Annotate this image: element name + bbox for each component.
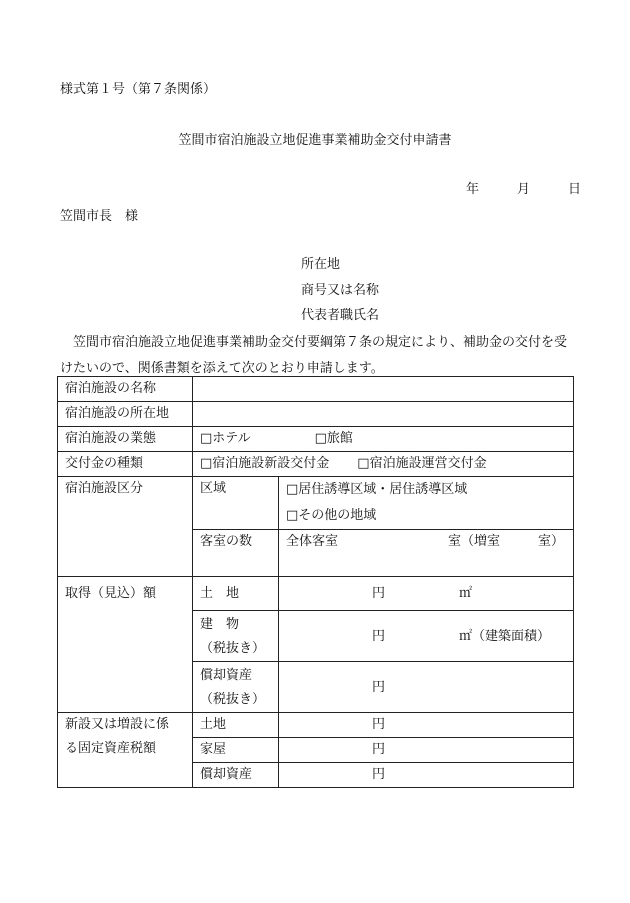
applicant-location-label: 所在地	[301, 257, 341, 272]
business-type-label: 宿泊施設の業態	[58, 427, 193, 452]
rooms-label: 客室の数	[193, 530, 279, 577]
facility-location-label: 宿泊施設の所在地	[58, 402, 193, 427]
application-paragraph: 笠間市宿泊施設立地促進事業補助金交付要綱第７条の規定により、補助金の交付を受けたいので、関係書類を添えて次のとおり申請します。	[60, 335, 568, 376]
land-yen-unit: 円	[372, 586, 386, 601]
rooms-unit: 室（増室	[448, 534, 501, 549]
checkbox-hotel[interactable]: □ホテル	[200, 431, 251, 446]
checkbox-new-facility-grant[interactable]: □宿泊施設新設交付金	[200, 456, 330, 471]
facility-name-field[interactable]	[193, 377, 574, 402]
date-line	[466, 182, 581, 198]
rooms-total-label: 全体客室	[286, 534, 339, 549]
row-facility-location	[58, 402, 574, 427]
tax-label	[58, 713, 193, 788]
depreciable-label-sub: （税抜き）	[200, 692, 266, 707]
applicant-representative-label: 代表者職氏名	[301, 308, 380, 323]
row-grant-type	[58, 452, 574, 477]
building-label	[193, 611, 279, 662]
application-table	[57, 376, 574, 788]
building-amount-field[interactable]	[279, 611, 574, 662]
form-number: 様式第１号（第７条関係）	[60, 82, 217, 97]
land-amount-field[interactable]	[279, 577, 574, 611]
rooms-field[interactable]	[279, 530, 574, 577]
document-title: 笠間市宿泊施設立地促進事業補助金交付申請書	[178, 133, 452, 148]
depreciable-amount-field[interactable]	[279, 662, 574, 713]
date-year: 年	[466, 182, 480, 197]
facility-name-label: 宿泊施設の名称	[58, 377, 193, 402]
tax-label-line1: 新設又は増設に係	[65, 717, 170, 732]
applicant-name-label: 商号又は名称	[301, 283, 380, 298]
tax-land-field[interactable]	[279, 713, 574, 738]
tax-land-yen-unit: 円	[372, 717, 386, 732]
date-day: 日	[568, 182, 582, 197]
tax-house-field[interactable]	[279, 738, 574, 763]
grant-type-label: 交付金の種類	[58, 452, 193, 477]
row-business-type	[58, 427, 574, 452]
tax-depreciable-yen-unit: 円	[372, 767, 386, 782]
row-facility-name	[58, 377, 574, 402]
facility-location-field[interactable]	[193, 402, 574, 427]
row-area	[58, 477, 574, 530]
rooms-unit-end: 室）	[538, 534, 565, 549]
tax-house-label: 家屋	[193, 738, 279, 763]
building-label-main: 建 物	[200, 617, 240, 632]
depreciable-yen-unit: 円	[372, 680, 386, 695]
category-label: 宿泊施設区分	[58, 477, 193, 577]
checkbox-residence-zone[interactable]: □居住誘導区域・居住誘導区域	[286, 482, 468, 497]
land-sqm-unit: ㎡	[459, 586, 473, 601]
addressee: 笠間市長 様	[60, 209, 139, 224]
tax-house-yen-unit: 円	[372, 742, 386, 757]
checkbox-operation-grant[interactable]: □宿泊施設運営交付金	[357, 456, 487, 471]
tax-label-line2: る固定資産税額	[65, 741, 157, 756]
business-type-options	[193, 427, 574, 452]
row-land	[58, 577, 574, 611]
area-label: 区域	[193, 477, 279, 530]
grant-type-options	[193, 452, 574, 477]
checkbox-other-area[interactable]: □その他の地域	[286, 508, 377, 523]
building-label-sub: （税抜き）	[200, 641, 266, 656]
tax-depreciable-field[interactable]	[279, 763, 574, 788]
land-label: 土 地	[193, 577, 279, 611]
tax-land-label: 土地	[193, 713, 279, 738]
depreciable-label-main: 償却資産	[200, 668, 253, 683]
row-tax-land	[58, 713, 574, 738]
date-month: 月	[517, 182, 531, 197]
tax-depreciable-label: 償却資産	[193, 763, 279, 788]
depreciable-label	[193, 662, 279, 713]
area-options	[279, 477, 574, 530]
acquisition-label: 取得（見込）額	[58, 577, 193, 713]
building-sqm-unit: ㎡（建築面積）	[459, 629, 551, 644]
building-yen-unit: 円	[372, 629, 386, 644]
checkbox-ryokan[interactable]: □旅館	[314, 431, 353, 446]
